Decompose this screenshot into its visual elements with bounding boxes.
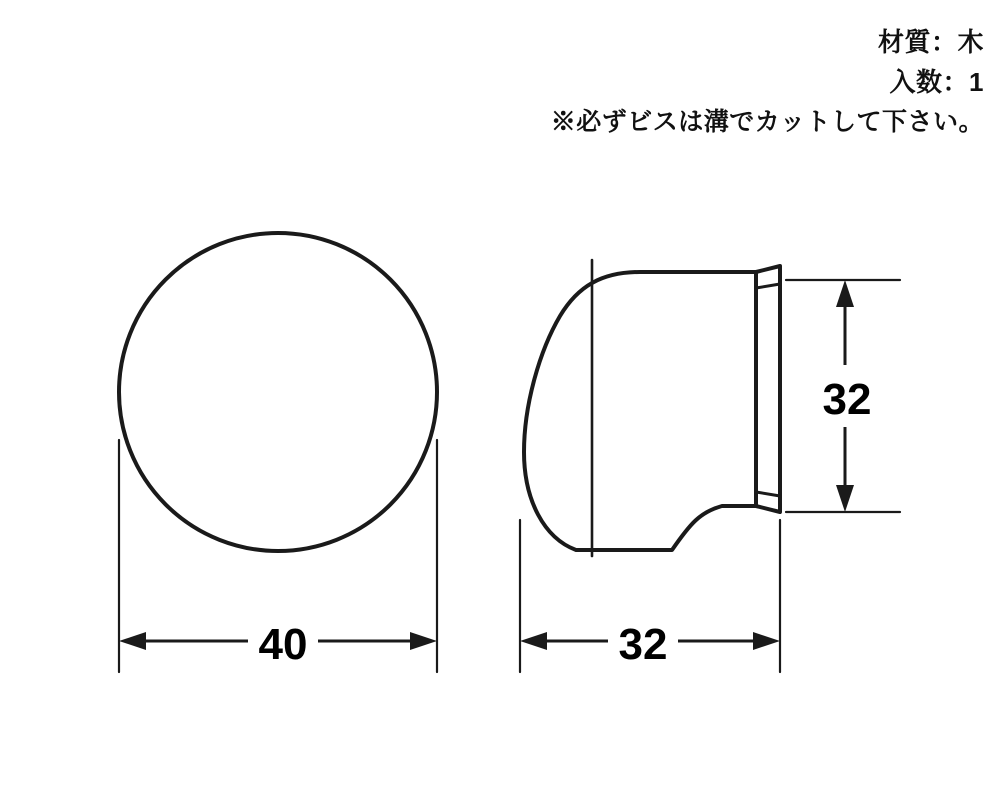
height-arrow-up-icon	[836, 280, 854, 307]
front-view-circle	[119, 233, 437, 551]
side-height-dimension-label: 32	[822, 375, 872, 424]
side-width-dimension-label: 32	[618, 620, 668, 669]
note-material: 材質：木	[877, 27, 984, 57]
side-view-groove-line-lower	[756, 492, 780, 496]
note-warning: ※必ずビスは溝でカットして下さい。	[550, 107, 984, 136]
side-arrow-right-icon	[753, 632, 780, 650]
side-arrow-left-icon	[520, 632, 547, 650]
note-quantity: 入数：1	[889, 67, 984, 98]
front-width-dimension-label: 40	[258, 620, 308, 669]
side-view-knob-body	[524, 272, 756, 550]
side-view-groove-line	[756, 284, 780, 288]
height-arrow-down-icon	[836, 485, 854, 512]
front-arrow-right-icon	[410, 632, 437, 650]
front-arrow-left-icon	[119, 632, 146, 650]
side-view-collar	[756, 266, 780, 512]
